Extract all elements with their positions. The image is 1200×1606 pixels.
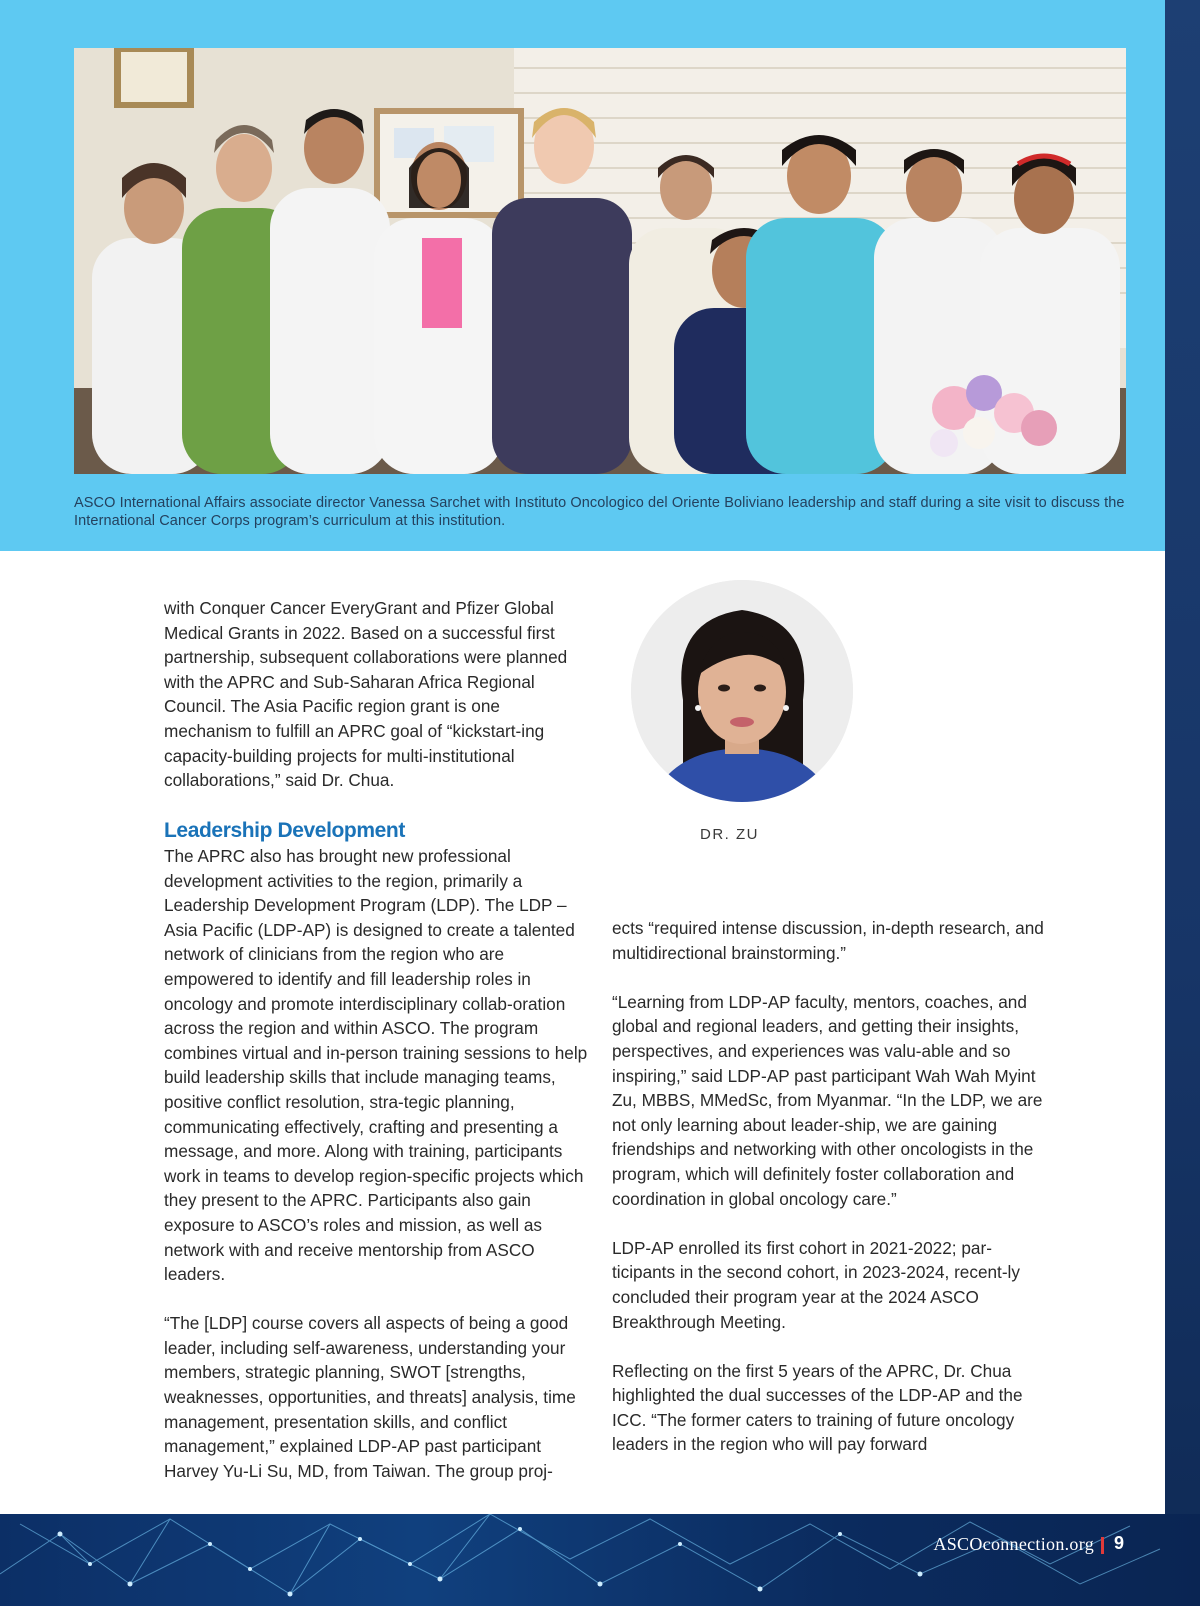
photo-caption: ASCO International Affairs associate director Vanessa Sarchet with Instituto Oncologico del Oriente Boliviano leadership and staff during a site visit to discuss the International Cancer Corps program’s curriculum at this institution. — [74, 495, 1125, 529]
portrait-caption: DR. ZU — [700, 826, 759, 843]
page-number: 9 — [1114, 1533, 1125, 1553]
left-paragraph-3: “The [LDP] course covers all aspects of being a good leader, including self-awareness, understanding your members, strategic planning, SWOT [strengths, weaknesses, opportunities, and threats] analysis, time management, presentation skills, and conflict management,” explained LDP-AP past participant Harvey Yu-Li Su, MD, from Taiwan. The group proj- — [164, 1313, 576, 1481]
left-paragraph-2: The APRC also has brought new professional development activities to the region, primarily a Leadership Development Program (LDP). The LDP – Asia Pacific (LDP-AP) is designed to create a talented network of clinicians from the region who are empowered to identify and fill leadership roles in oncology and promote interdisciplinary collab-oration across the region and within ASCO. The program combines virtual and in-person training sessions to help build leadership skills that include managing teams, positive conflict resolution, stra-tegic planning, communicating effectively, crafting and presenting a message, and more. Along with training, participants work in teams to develop region-specific projects which they present to the APRC. Participants also gain exposure to ASCO’s roles and mission, as well as network with and receive mentorship from ASCO leaders. — [164, 846, 588, 1285]
portrait-illustration — [631, 580, 853, 802]
right-paragraph-3: LDP-AP enrolled its first cohort in 2021-2022; par-ticipants in the second cohort, in 2023-2024, recent-ly concluded their program year at the 2024 ASCO Breakthrough Meeting. — [612, 1237, 1020, 1332]
section-heading: Leadership Development — [164, 819, 405, 842]
network-pattern — [0, 1514, 1200, 1606]
right-column-body — [612, 916, 1044, 1482]
left-column-intro — [164, 596, 588, 817]
footer-band — [0, 1514, 1200, 1606]
portrait-photo — [631, 580, 853, 802]
group-photo-illustration — [74, 48, 1126, 474]
photo-band — [0, 0, 1165, 551]
left-column-body — [164, 818, 588, 1508]
footer-website: ASCOconnection.org — [933, 1534, 1094, 1554]
right-paragraph-2: “Learning from LDP-AP faculty, mentors, coaches, and global and regional leaders, and getting their insights, perspectives, and experiences was valu-able and so inspiring,” said LDP-AP past participant Wah Wah Myint Zu, MBBS, MMedSc, from Myanmar. “In the LDP, we are not only learning about leader-ship, we are gaining friendships and networking with other oncologists in the program, which will definitely foster collaboration and coordination in global oncology care.” — [612, 991, 1043, 1209]
side-navy-strip — [1165, 0, 1200, 1606]
right-paragraph-4: Reflecting on the first 5 years of the APRC, Dr. Chua highlighted the dual successes of the LDP-AP and the ICC. “The former caters to training of future oncology leaders in the region who will pay forward — [612, 1360, 1023, 1455]
footer-divider — [1101, 1537, 1104, 1554]
right-paragraph-1: ects “required intense discussion, in-depth research, and multidirectional brainstorming.” — [612, 918, 1044, 963]
left-paragraph-1: with Conquer Cancer EveryGrant and Pfizer Global Medical Grants in 2022. Based on a successful first partnership, subsequent collaborations were planned with the APRC and Sub-Saharan Africa Regional Council. The Asia Pacific region grant is one mechanism to fulfill an APRC goal of “kickstart-ing capacity-building projects for multi-institutional collaborations,” said Dr. Chua. — [164, 598, 568, 791]
group-photo — [74, 48, 1126, 474]
